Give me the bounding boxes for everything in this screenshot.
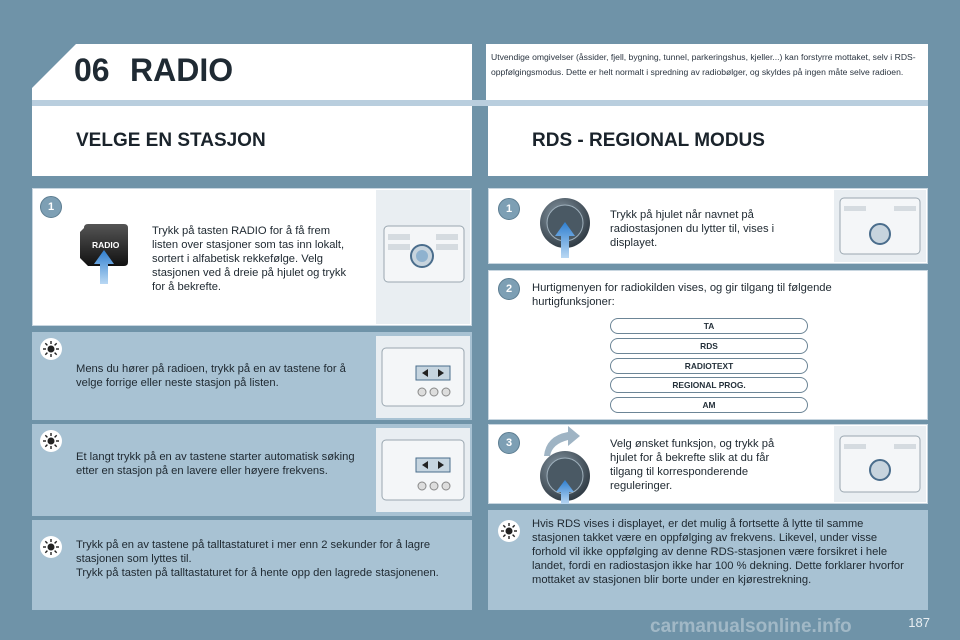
radio-button-label: RADIO: [92, 240, 120, 250]
left-tip3-text: [76, 538, 454, 580]
sun-icon: [498, 520, 520, 542]
sun-icon: [40, 338, 62, 360]
wheel-press-icon: [538, 196, 592, 262]
left-step1-text: Trykk på tasten RADIO for å få frem listen over stasjoner som tas inn lokalt, sortert i alfabetisk rekkefølge. Velg stasjonen ved å dreie på hjulet og trykk for å bekrefte.: [152, 225, 347, 293]
wheel-turn-icon: [538, 426, 602, 504]
left-section-title: VELGE EN STASJON: [76, 130, 266, 151]
left-tip2-text: Et langt trykk på en av tastene starter automatisk søking etter en stasjon på en lavere eller høyere frekvens.: [76, 451, 355, 477]
step-number-badge: 1: [498, 198, 520, 220]
device-illustration: [376, 428, 470, 512]
right-step3-text: Velg ønsket funksjon, og trykk på hjulet for å bekrefte slik at du får tilgang til korresponderende reguleringer.: [610, 438, 775, 492]
chapter-number: 06: [74, 52, 110, 88]
device-illustration: [376, 190, 470, 324]
device-illustration: [376, 336, 470, 418]
left-tip3-line1: Trykk på en av tastene på talltastaturet i mer enn 2 sekunder for å lagre stasjonen som lyttes til.: [76, 539, 431, 565]
left-tip1-text: Mens du hører på radioen, trykk på en av tastene for å velge forrige eller neste stasjon på listen.: [76, 363, 346, 389]
page-number: 187: [908, 615, 930, 630]
step-number-badge: 3: [498, 432, 520, 454]
quick-menu-option-radiotext: RADIOTEXT: [610, 358, 808, 374]
right-step2-text: Hurtigmenyen for radiokilden vises, og gir tilgang til følgende hurtigfunksjoner:: [532, 282, 832, 308]
step-number-badge: 2: [498, 278, 520, 300]
right-section-title: RDS - REGIONAL MODUS: [532, 130, 765, 151]
device-illustration: [834, 426, 926, 502]
quick-menu-option-rds: RDS: [610, 338, 808, 354]
right-tip-text: Hvis RDS vises i displayet, er det mulig å fortsette å lytte til samme stasjonen takket være en oppfølging av frekvens. Likevel, under visse forhold vil ikke oppfølging av denne RDS-stasjonen være forsikret i hele landet, fordi en radiostasjon ikke har 100 % dekning. Dette forklarer hvorfor mottaket av stasjonen blir borte under en kjørestrekning.: [532, 518, 904, 586]
quick-menu-option-am: AM: [610, 397, 808, 413]
watermark: carmanualsonline.info: [650, 616, 852, 637]
quick-menu-option-ta: TA: [610, 318, 808, 334]
right-step1-text: Trykk på hjulet når navnet på radiostasjonen du lytter til, vises i displayet.: [610, 209, 775, 249]
page-title: RADIO: [130, 52, 234, 88]
step-number-badge: 1: [40, 196, 62, 218]
device-illustration: [834, 190, 926, 262]
quick-menu-option-regional-prog: REGIONAL PROG.: [610, 377, 808, 393]
header-note: Utvendige omgivelser (åssider, fjell, bygning, tunnel, parkeringshus, kjeller...) kan forstyrre mottaket, selv i RDS-oppfølgingsmodus. Dette er helt normalt i spredning av radiobølger, og skyldes på ingen måte selve radioen.: [491, 52, 916, 77]
sun-icon: [40, 430, 62, 452]
sun-icon: [40, 536, 62, 558]
left-tip3-line2: Trykk på tasten på talltastaturet for å hente opp den lagrede stasjonenen.: [76, 567, 439, 579]
